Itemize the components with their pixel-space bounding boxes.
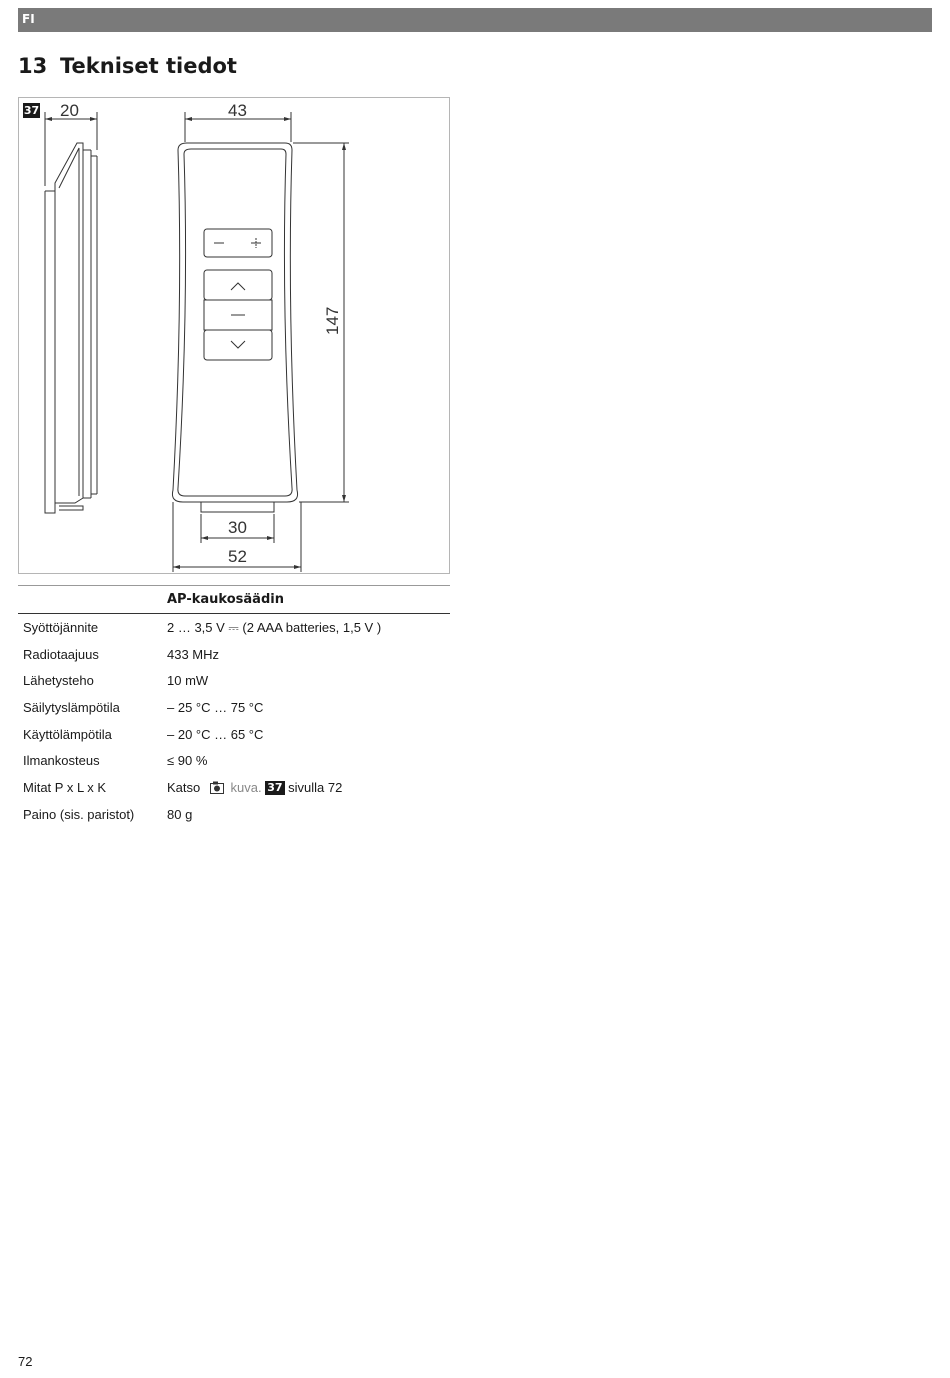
table-row — [18, 774, 450, 801]
row-label: Paino (sis. paristot) — [23, 806, 135, 822]
row-value: – 25 °C … 75 °C — [167, 700, 264, 716]
table-row — [18, 801, 450, 828]
row-value: 433 MHz — [167, 646, 220, 662]
ref-prefix: Katso — [167, 780, 201, 796]
up-button — [204, 270, 272, 300]
language-code: FI — [22, 12, 35, 26]
row-value: ≤ 90 % — [167, 753, 208, 769]
table-row — [18, 614, 450, 641]
front-body-inner — [178, 149, 292, 496]
section-number: 13 — [18, 54, 48, 78]
table-row — [18, 641, 450, 668]
row-label: Lähetysteho — [23, 673, 94, 689]
dim-base-outer: 52 — [228, 547, 247, 566]
table-row — [18, 747, 450, 774]
camera-icon — [210, 781, 224, 794]
row-label: Mitat P x L x K — [23, 780, 107, 796]
dim-base-inner: 30 — [228, 518, 247, 537]
row-label: Säilytyslämpötila — [23, 700, 120, 716]
ref-suffix: sivulla 72 — [288, 780, 343, 796]
dim-height: 147 — [323, 306, 342, 335]
row-value: – 20 °C … 65 °C — [167, 726, 264, 742]
row-label: Syöttöjännite — [23, 620, 99, 635]
dim-width: 43 — [228, 101, 247, 120]
table-header — [18, 585, 450, 614]
section-heading — [18, 54, 237, 78]
row-value: 2 … 3,5 V ⎓ (2 AAA batteries, 1,5 V ) — [167, 620, 382, 635]
row-value-reference — [167, 780, 342, 795]
table-row — [18, 667, 450, 694]
section-title: Tekniset tiedot — [60, 54, 237, 78]
table-row — [18, 694, 450, 721]
row-label: Käyttölämpötila — [23, 726, 112, 742]
dimension-figure — [18, 97, 450, 574]
figure-badge-inline[interactable]: 37 — [267, 781, 283, 795]
page-number: 72 — [18, 1354, 33, 1369]
table-row — [18, 721, 450, 748]
language-bar — [18, 8, 932, 32]
spec-table — [18, 585, 450, 828]
figure-badge: 37 — [23, 104, 40, 117]
row-label: Ilmankosteus — [23, 753, 100, 769]
remote-drawing — [19, 98, 451, 575]
table-header-label: AP-kaukosäädin — [167, 592, 284, 607]
row-value: 80 g — [167, 806, 193, 822]
dim-depth: 20 — [60, 101, 79, 120]
side-view — [45, 143, 97, 513]
figure-link[interactable]: kuva. — [230, 780, 262, 796]
row-value: 10 mW — [167, 673, 209, 689]
front-body-outer — [172, 143, 297, 502]
down-button — [204, 330, 272, 360]
row-label: Radiotaajuus — [23, 646, 99, 662]
